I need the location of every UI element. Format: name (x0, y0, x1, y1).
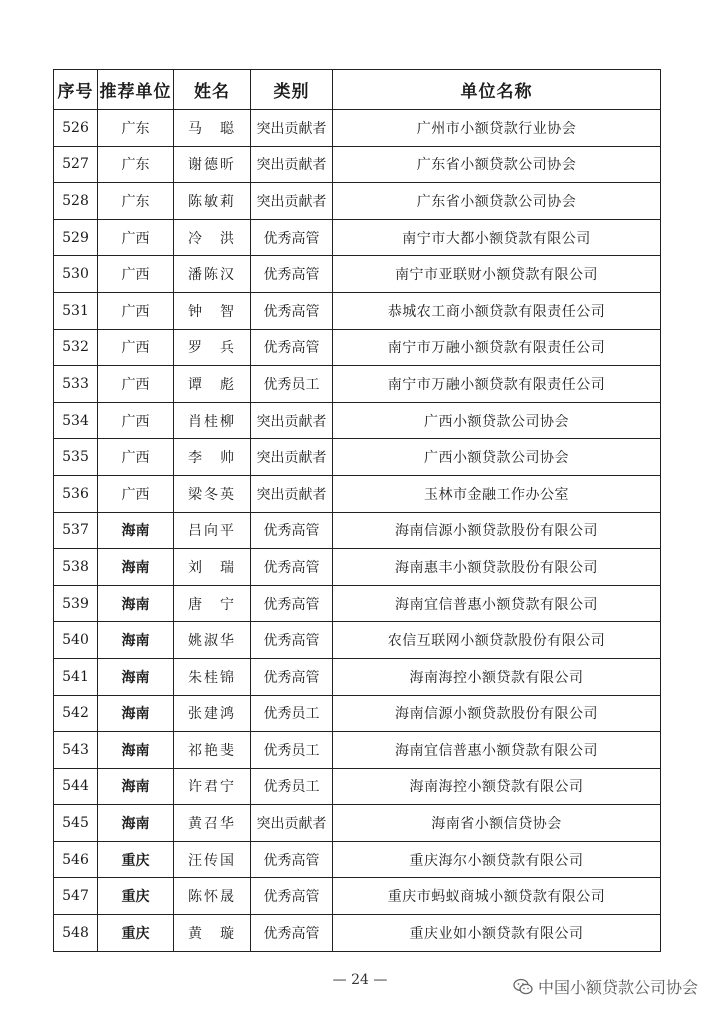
person-name-cell: 汪传国 (174, 841, 251, 878)
table-header (54, 70, 661, 110)
recommending-unit-cell: 广西 (98, 292, 174, 329)
award-roster-table (53, 69, 661, 952)
table-row (54, 658, 661, 695)
recommending-unit-cell: 重庆 (98, 841, 174, 878)
category-cell: 优秀高管 (251, 915, 333, 952)
serial-number-cell: 526 (54, 110, 98, 147)
category-cell: 优秀高管 (251, 256, 333, 293)
category-cell: 优秀高管 (251, 585, 333, 622)
category-cell: 突出贡献者 (251, 402, 333, 439)
category-cell: 突出贡献者 (251, 146, 333, 183)
table-row (54, 768, 661, 805)
recommending-unit-cell: 海南 (98, 658, 174, 695)
person-name-cell: 黄召华 (174, 805, 251, 842)
header-category: 类别 (251, 70, 333, 110)
unit-name-cell: 海南海控小额贷款有限公司 (333, 768, 661, 805)
table-row (54, 402, 661, 439)
category-cell: 优秀员工 (251, 366, 333, 403)
category-cell: 突出贡献者 (251, 439, 333, 476)
recommending-unit-cell: 广西 (98, 366, 174, 403)
unit-name-cell: 海南宜信普惠小额贷款有限公司 (333, 732, 661, 769)
person-name-cell: 李 帅 (174, 439, 251, 476)
table-row (54, 110, 661, 147)
person-name-cell: 陈怀晟 (174, 878, 251, 915)
recommending-unit-cell: 海南 (98, 768, 174, 805)
wechat-icon (513, 978, 533, 996)
serial-number-cell: 530 (54, 256, 98, 293)
unit-name-cell: 南宁市万融小额贷款有限责任公司 (333, 329, 661, 366)
recommending-unit-cell: 海南 (98, 549, 174, 586)
recommending-unit-cell: 广西 (98, 402, 174, 439)
person-name-cell: 陈敏莉 (174, 183, 251, 220)
person-name-cell: 肖桂柳 (174, 402, 251, 439)
recommending-unit-cell: 重庆 (98, 915, 174, 952)
category-cell: 突出贡献者 (251, 805, 333, 842)
person-name-cell: 黄 璇 (174, 915, 251, 952)
table-row (54, 292, 661, 329)
wechat-watermark (513, 975, 698, 998)
header-recommending-unit: 推荐单位 (98, 70, 174, 110)
table-row (54, 805, 661, 842)
serial-number-cell: 533 (54, 366, 98, 403)
serial-number-cell: 536 (54, 475, 98, 512)
serial-number-cell: 548 (54, 915, 98, 952)
category-cell: 优秀高管 (251, 512, 333, 549)
category-cell: 优秀高管 (251, 878, 333, 915)
serial-number-cell: 544 (54, 768, 98, 805)
header-name: 姓名 (174, 70, 251, 110)
category-cell: 优秀员工 (251, 768, 333, 805)
table-row (54, 878, 661, 915)
unit-name-cell: 广西小额贷款公司协会 (333, 402, 661, 439)
recommending-unit-cell: 广东 (98, 146, 174, 183)
table-row (54, 549, 661, 586)
table-row (54, 329, 661, 366)
serial-number-cell: 528 (54, 183, 98, 220)
serial-number-cell: 547 (54, 878, 98, 915)
person-name-cell: 梁冬英 (174, 475, 251, 512)
recommending-unit-cell: 广西 (98, 439, 174, 476)
category-cell: 优秀高管 (251, 329, 333, 366)
category-cell: 优秀高管 (251, 622, 333, 659)
header-serial-number: 序号 (54, 70, 98, 110)
serial-number-cell: 529 (54, 219, 98, 256)
category-cell: 优秀高管 (251, 841, 333, 878)
unit-name-cell: 广东省小额贷款公司协会 (333, 146, 661, 183)
unit-name-cell: 广东省小额贷款公司协会 (333, 183, 661, 220)
serial-number-cell: 538 (54, 549, 98, 586)
table-row (54, 732, 661, 769)
category-cell: 突出贡献者 (251, 475, 333, 512)
person-name-cell: 祁艳斐 (174, 732, 251, 769)
table-row (54, 695, 661, 732)
unit-name-cell: 海南宜信普惠小额贷款有限公司 (333, 585, 661, 622)
category-cell: 优秀员工 (251, 732, 333, 769)
person-name-cell: 潘陈汉 (174, 256, 251, 293)
unit-name-cell: 南宁市万融小额贷款有限责任公司 (333, 366, 661, 403)
serial-number-cell: 532 (54, 329, 98, 366)
recommending-unit-cell: 海南 (98, 512, 174, 549)
serial-number-cell: 543 (54, 732, 98, 769)
person-name-cell: 张建鸿 (174, 695, 251, 732)
recommending-unit-cell: 广西 (98, 219, 174, 256)
serial-number-cell: 542 (54, 695, 98, 732)
category-cell: 突出贡献者 (251, 183, 333, 220)
serial-number-cell: 527 (54, 146, 98, 183)
table-body (54, 110, 661, 952)
table-row (54, 915, 661, 952)
recommending-unit-cell: 广东 (98, 110, 174, 147)
category-cell: 优秀高管 (251, 219, 333, 256)
unit-name-cell: 重庆市蚂蚁商城小额贷款有限公司 (333, 878, 661, 915)
serial-number-cell: 539 (54, 585, 98, 622)
table-row (54, 512, 661, 549)
unit-name-cell: 重庆海尔小额贷款有限公司 (333, 841, 661, 878)
category-cell: 优秀高管 (251, 292, 333, 329)
unit-name-cell: 广西小额贷款公司协会 (333, 439, 661, 476)
serial-number-cell: 537 (54, 512, 98, 549)
recommending-unit-cell: 海南 (98, 585, 174, 622)
table-row (54, 219, 661, 256)
unit-name-cell: 海南信源小额贷款股份有限公司 (333, 695, 661, 732)
table-row (54, 183, 661, 220)
table-row (54, 475, 661, 512)
unit-name-cell: 玉林市金融工作办公室 (333, 475, 661, 512)
table-row (54, 256, 661, 293)
category-cell: 突出贡献者 (251, 110, 333, 147)
person-name-cell: 谭 彪 (174, 366, 251, 403)
serial-number-cell: 545 (54, 805, 98, 842)
recommending-unit-cell: 广西 (98, 256, 174, 293)
serial-number-cell: 531 (54, 292, 98, 329)
unit-name-cell: 重庆业如小额贷款有限公司 (333, 915, 661, 952)
recommending-unit-cell: 广东 (98, 183, 174, 220)
unit-name-cell: 广州市小额贷款行业协会 (333, 110, 661, 147)
serial-number-cell: 535 (54, 439, 98, 476)
category-cell: 优秀员工 (251, 695, 333, 732)
unit-name-cell: 恭城农工商小额贷款有限责任公司 (333, 292, 661, 329)
serial-number-cell: 534 (54, 402, 98, 439)
person-name-cell: 吕向平 (174, 512, 251, 549)
person-name-cell: 唐 宁 (174, 585, 251, 622)
serial-number-cell: 546 (54, 841, 98, 878)
recommending-unit-cell: 海南 (98, 805, 174, 842)
table-row (54, 841, 661, 878)
recommending-unit-cell: 广西 (98, 329, 174, 366)
table-row (54, 366, 661, 403)
person-name-cell: 冷 洪 (174, 219, 251, 256)
category-cell: 优秀高管 (251, 549, 333, 586)
unit-name-cell: 农信互联网小额贷款股份有限公司 (333, 622, 661, 659)
header-unit-name: 单位名称 (333, 70, 661, 110)
serial-number-cell: 540 (54, 622, 98, 659)
person-name-cell: 钟 智 (174, 292, 251, 329)
watermark-text: 中国小额贷款公司协会 (537, 978, 698, 997)
table-row (54, 622, 661, 659)
person-name-cell: 马 聪 (174, 110, 251, 147)
recommending-unit-cell: 重庆 (98, 878, 174, 915)
serial-number-cell: 541 (54, 658, 98, 695)
category-cell: 优秀高管 (251, 658, 333, 695)
recommending-unit-cell: 海南 (98, 732, 174, 769)
header-row (54, 70, 661, 110)
unit-name-cell: 南宁市亚联财小额贷款有限公司 (333, 256, 661, 293)
recommending-unit-cell: 广西 (98, 475, 174, 512)
person-name-cell: 谢德昕 (174, 146, 251, 183)
unit-name-cell: 海南信源小额贷款股份有限公司 (333, 512, 661, 549)
recommending-unit-cell: 海南 (98, 695, 174, 732)
person-name-cell: 许君宁 (174, 768, 251, 805)
page-number: — 24 — (332, 972, 388, 988)
unit-name-cell: 海南省小额信贷协会 (333, 805, 661, 842)
recommending-unit-cell: 海南 (98, 622, 174, 659)
table-row (54, 585, 661, 622)
unit-name-cell: 海南惠丰小额贷款股份有限公司 (333, 549, 661, 586)
person-name-cell: 姚淑华 (174, 622, 251, 659)
person-name-cell: 刘 瑞 (174, 549, 251, 586)
table-row (54, 439, 661, 476)
unit-name-cell: 南宁市大都小额贷款有限公司 (333, 219, 661, 256)
person-name-cell: 朱桂锦 (174, 658, 251, 695)
person-name-cell: 罗 兵 (174, 329, 251, 366)
unit-name-cell: 海南海控小额贷款有限公司 (333, 658, 661, 695)
table-row (54, 146, 661, 183)
